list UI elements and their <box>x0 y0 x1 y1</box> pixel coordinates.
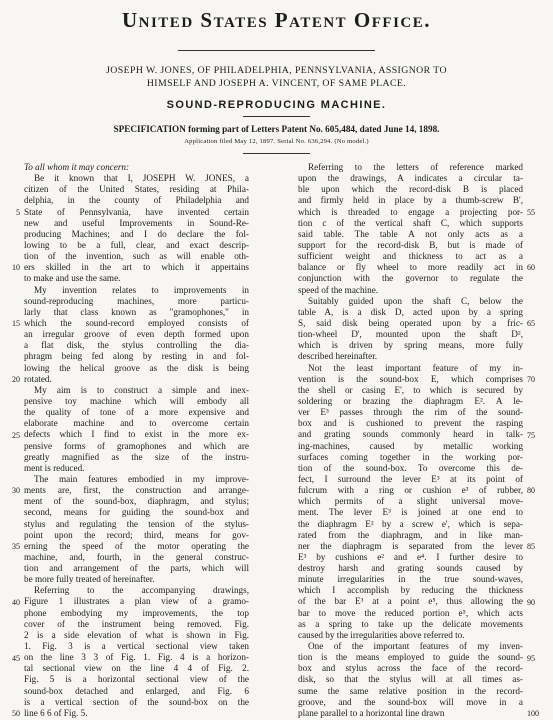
text-line: ment is reduced. <box>24 462 85 473</box>
text-line: To all whom it may concern: <box>24 162 130 172</box>
line-number-left: 45 <box>12 653 20 663</box>
text-line: caused by the irregularities above referred to. <box>298 629 465 640</box>
text-line: delphia, in the county of Philadelphia and <box>24 195 249 206</box>
text-line: My invention relates to improvements in <box>34 284 249 295</box>
line-number-right: 65 <box>527 319 535 329</box>
text-line: box and is cushioned to prevent the rasping <box>298 418 523 429</box>
line-number-right: 60 <box>527 263 535 273</box>
text-line: conjunction with the governor to regulate the <box>298 273 523 284</box>
application-line: Application filed May 12, 1897. Serial No. 636,294. (No model.) <box>184 138 369 145</box>
text-line: an irregular groove of even depth formed upon <box>24 329 249 340</box>
text-line: pensive forms of gramophones and which are <box>24 440 249 451</box>
line-number-right: 75 <box>527 430 535 440</box>
text-line: Referring to the accompanying drawings, <box>34 585 249 596</box>
text-line: tion and arrangement of the parts, which will <box>24 563 249 574</box>
text-line: which is driven by spring means, more fully <box>298 340 523 351</box>
text-line: on the line 3 3 of Fig. 1. Fig. 4 is a horizon- <box>24 652 249 663</box>
specification-line: SPECIFICATION forming part of Letters Patent No. 605,484, dated June 14, 1898. <box>113 124 440 134</box>
text-line: line 6 6 of Fig. 5. <box>24 707 88 718</box>
text-line: fulcrum with a ring or cushion e³ of rubber, <box>298 485 523 496</box>
text-line: speed of the machine. <box>298 284 379 295</box>
text-line: ments are, first, the construction and arrange- <box>24 485 249 496</box>
text-line: stylus and regulating the tension of the stylus- <box>24 518 249 529</box>
text-line: Referring to the letters of reference marked <box>308 162 523 172</box>
line-number-left: 5 <box>16 207 20 217</box>
line-number-left: 40 <box>12 597 20 607</box>
text-line: and grating sounds commonly heard in talk- <box>298 429 523 440</box>
text-line: Figure 1 illustrates a plan view of a gramo- <box>24 596 249 607</box>
text-line: tion is the means employed to guide the sound- <box>298 652 523 663</box>
line-number-right: 55 <box>527 207 535 217</box>
text-line: sound-reproducing machines, more particu- <box>24 295 249 306</box>
line-number-right: 85 <box>527 542 535 552</box>
text-line: lowing to be a full, clear, and exact descrip- <box>24 239 249 250</box>
text-line: a flat disk, the stylus controlling the dia- <box>24 340 249 351</box>
text-line: tion-wheel D', mounted upon the shaft D², <box>298 329 523 340</box>
text-line: point upon the record; third, means for gov- <box>24 529 249 540</box>
text-line: to make and use the same. <box>24 273 121 284</box>
text-line: soldering or brazing the diaphragm E². A le- <box>298 395 523 406</box>
text-line: phragm being fed along by resting in and fol- <box>24 351 249 362</box>
text-line: bar to move the reduced portion e⁵, which acts <box>298 607 523 618</box>
text-line: plane parallel to a horizontal line drawn <box>298 707 445 718</box>
text-line: surfaces coming together in the working por- <box>298 451 523 462</box>
inventors-block <box>30 64 523 90</box>
line-number-left: 10 <box>12 263 20 273</box>
header-rule <box>178 50 375 51</box>
text-line: the quality of tone of a more expensive and <box>24 407 249 418</box>
text-line: tion of the invention, such as will enable oth- <box>24 251 249 262</box>
text-line: tion of the sound-box. To overcome this de- <box>298 462 523 473</box>
right-text-column <box>298 162 523 719</box>
text-line: vention is the sound-box E, which comprises <box>298 373 523 384</box>
text-line: sume the same relative position in the record- <box>298 685 523 696</box>
text-line: support for the record-disk B, but is made of <box>298 239 523 250</box>
text-line: upon the drawings, A indicates a circular ta- <box>298 173 523 184</box>
inventors-line-1: JOSEPH W. JONES, OF PHILADELPHIA, PENNSYLVANIA, ASSIGNOR TO <box>106 65 447 76</box>
text-line: elaborate machine and to overcome certain <box>24 418 249 429</box>
text-line: second, means for guiding the sound-box and <box>24 507 249 518</box>
line-number-right: 90 <box>527 597 535 607</box>
text-line: Be it known that I, JOSEPH W. JONES, a <box>34 173 249 184</box>
text-line: rotated. <box>24 373 52 384</box>
text-line: E³ by cushions e² and e⁴. I further desire to <box>298 551 523 562</box>
line-number-left: 30 <box>12 486 20 496</box>
text-line: One of the important features of my inven- <box>308 641 523 652</box>
text-line: cover of the instrument being removed. Fig. <box>24 618 249 629</box>
text-line: pensive toy machine which will embody all <box>24 395 249 406</box>
text-line: citizen of the United States, residing at Phila- <box>24 184 249 195</box>
text-line: disk, so that the stylus will at all times as- <box>298 674 523 685</box>
line-number-left: 20 <box>12 374 20 384</box>
text-line: greatly magnified as the size of the instru- <box>24 451 249 462</box>
text-line: 1. Fig. 3 is a vertical sectional view taken <box>24 641 249 652</box>
text-line: which the sound-record employed consists of <box>24 317 249 328</box>
text-line: State of Pennsylvania, have invented certain <box>24 206 249 217</box>
text-line: as a spring to take up the delicate movements <box>298 618 523 629</box>
text-line: S, said disk being operated upon by a fric- <box>298 317 523 328</box>
line-number-left: 35 <box>12 542 20 552</box>
text-line: lowing the helical groove as the disk is being <box>24 362 249 373</box>
text-line: ment of the sound-box, diaphragm, and stylus; <box>24 496 249 507</box>
invention-title: SOUND-REPRODUCING MACHINE. <box>166 99 387 111</box>
line-number-right: 95 <box>527 653 535 663</box>
line-number-left: 25 <box>12 430 20 440</box>
text-line: which is threaded to engage a projecting por- <box>298 206 523 217</box>
text-line: table A, is a disk D, acted upon by a spring <box>298 306 523 317</box>
text-line: Not the least important feature of my in- <box>308 362 523 373</box>
text-line: of the bar E³ at a point e⁵, thus allowing the <box>298 596 523 607</box>
title-rule <box>243 116 310 117</box>
text-line: larly that class known as "gramophones," in <box>24 306 249 317</box>
text-line: ers skilled in the art to which it appertains <box>24 262 249 273</box>
inventors-line-2: HIMSELF AND JOSEPH A. VINCENT, OF SAME PLACE. <box>146 78 407 89</box>
text-line: Suitably guided upon the shaft C, below the <box>308 295 523 306</box>
text-line: sound-box detached and enlarged, and Fig. 6 <box>24 685 249 696</box>
text-line: tion c of the vertical shaft C, which supports <box>298 217 523 228</box>
text-line: machine, and, fourth, in the general construc- <box>24 551 249 562</box>
text-line: fect, I surround the lever E³ at its point of <box>298 473 523 484</box>
text-line: and firmly held in place by a thumb-screw B', <box>298 195 523 206</box>
text-line: said table. The table A not only acts as a <box>298 228 523 239</box>
text-line: is a vertical section of the sound-box on the <box>24 696 249 707</box>
text-line: the shell or casing E', to which is secured by <box>298 384 523 395</box>
text-line: sufficient weight and thickness to act as a <box>298 251 523 262</box>
line-number-right: 100 <box>527 709 539 719</box>
text-line: producing Machines; and I do declare the fol- <box>24 228 249 239</box>
spec-rule <box>243 153 310 154</box>
text-line: which I accomplish by reducing the thickness <box>298 585 523 596</box>
line-number-right: 70 <box>527 374 535 384</box>
text-line: Fig. 5 is a horizontal sectional view of the <box>24 674 249 685</box>
text-line: The main features embodied in my improve- <box>34 473 249 484</box>
text-line: erning the speed of the motor operating the <box>24 540 249 551</box>
text-line: described hereinafter. <box>298 351 378 362</box>
line-number-right: 80 <box>527 486 535 496</box>
text-line: My aim is to construct a simple and inex- <box>34 384 249 395</box>
text-line: new and useful Improvements in Sound-Re- <box>24 217 249 228</box>
text-line: the diaphragm E² by a screw e', which is sepa- <box>298 518 523 529</box>
office-title: United States Patent Office. <box>121 8 432 32</box>
text-line: ment. The lever E³ is joined at one end to <box>298 507 523 518</box>
text-line: phone embodying my improvements, the top <box>24 607 249 618</box>
line-number-left: 15 <box>12 319 20 329</box>
text-line: ner the diaphragm is separated from the lever <box>298 540 523 551</box>
text-line: groove, and the sound-box will move in a <box>298 696 523 707</box>
text-line: which permits of a slight universal move- <box>298 496 523 507</box>
text-line: destroy harsh and grating sounds caused by <box>298 563 523 574</box>
text-line: tal sectional view on the line 4 4 of Fig. 2. <box>24 663 249 674</box>
text-line: ble upon which the record-disk B is placed <box>298 184 523 195</box>
text-line: be more fully treated of hereinafter. <box>24 574 155 585</box>
text-line: ing-machines, caused by metallic working <box>298 440 523 451</box>
text-line: minute irregularities in the true sound-waves, <box>298 574 523 585</box>
text-line: box and stylus across the face of the record- <box>298 663 523 674</box>
left-text-column <box>24 162 249 719</box>
text-line: rated from the diaphragm, and in like man- <box>298 529 523 540</box>
text-line: 2 is a side elevation of what is shown in Fig. <box>24 629 249 640</box>
text-line: ver E³ passes through the rim of the sound- <box>298 407 523 418</box>
line-number-left: 50 <box>12 709 20 719</box>
text-line: defects which I find to exist in the more ex- <box>24 429 249 440</box>
text-line: balance or fly wheel to more readily act in <box>298 262 523 273</box>
